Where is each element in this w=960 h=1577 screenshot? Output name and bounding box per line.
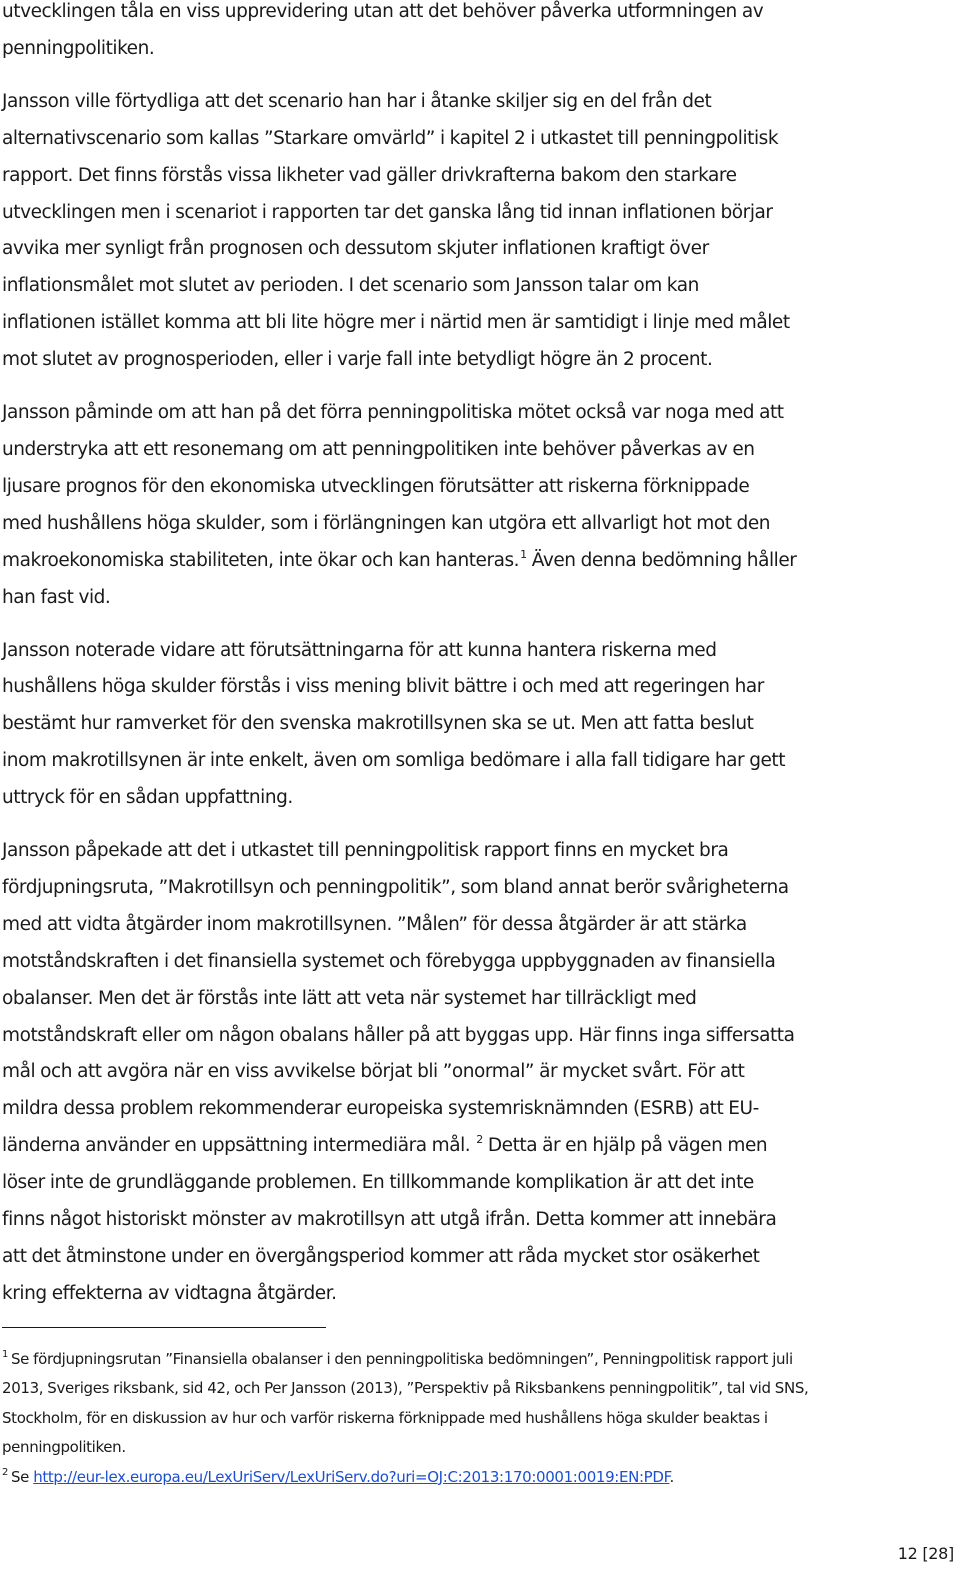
paragraph-4 [2,633,902,818]
text-line: löser inte de grundläggande problemen. En tillkommande komplikation är att det inte [2,1172,754,1194]
text-line: utvecklingen tåla en viss upprevidering utan att det behöver påverka utformningen av [2,1,764,22]
text-line: obalanser. Men det är förstås inte lätt att veta när systemet har tillräckligt med [2,987,697,1009]
footnote-ref-1[interactable]: 1 [520,547,527,561]
text-line: Jansson noterade vidare att förutsättningarna för att kunna hantera riskerna med [2,639,717,661]
text-line: rapport. Det finns förstås vissa likheter vad gäller drivkrafterna bakom den starkare [2,164,737,186]
text-line: motståndskraft eller om någon obalans håller på att byggas upp. Här finns inga siffersatta [2,1024,795,1046]
text-line: mildra dessa problem rekommenderar europeiska systemrisknämnden (ESRB) att EU- [2,1098,759,1120]
footnote-number: 2 [2,1466,9,1478]
paragraph-3 [2,395,902,616]
text-line: understryka att ett resonemang om att penningpolitiken inte behöver påverkas av en [2,438,755,460]
text-line: inflationsmålet mot slutet av perioden. I det scenario som Jansson talar om kan [2,275,699,297]
paragraph-5 [2,833,902,1313]
text-line: avvika mer synligt från prognosen och dessutom skjuter inflationen kraftigt över [2,238,709,260]
text-line [2,1345,902,1374]
text-segment: . [669,1467,674,1486]
document-body [2,0,902,1329]
text-line: utvecklingen men i scenariot i rapporten tar det ganska lång tid innan inflationen börjar [2,201,773,223]
eur-lex-link[interactable]: http://eur-lex.europa.eu/LexUriServ/LexUriServ.do?uri=OJ:C:2013:170:0001:0019:EN:PDF [33,1467,670,1486]
text-line: uttryck för en sådan uppfattning. [2,787,293,809]
text-line: bestämt hur ramverket för den svenska makrotillsynen ska se ut. Men att fatta beslut [2,713,754,735]
text-line: Jansson påminde om att han på det förra penningpolitiska mötet också var noga med att [2,402,784,424]
text-line: penningpolitiken. [2,1438,126,1457]
text-line: Stockholm, för en diskussion av hur och varför riskerna förknippade med hushållens höga skulder beaktas i [2,1408,768,1427]
text-line: han fast vid. [2,586,111,608]
text-line: med att vidta åtgärder inom makrotillsynen. ”Målen” för dessa åtgärder är att stärka [2,913,747,935]
text-line: alternativscenario som kallas ”Starkare omvärld” i kapitel 2 i utkastet till penningpolitisk [2,127,779,149]
text-segment: Detta är en hjälp på vägen men [482,1135,768,1157]
text-line: kring effekterna av vidtagna åtgärder. [2,1282,337,1304]
text-segment: Se fördjupningsrutan ”Finansiella obalanser i den penningpolitiska bedömningen”, Penningpolitisk rapport juli [11,1350,793,1368]
paragraph-1 [2,0,902,68]
text-line: Jansson ville förtydliga att det scenario han har i åtanke skiljer sig en del från det [2,90,712,112]
text-line: hushållens höga skulder förstås i viss mening blivit bättre i och med att regeringen har [2,676,764,698]
footnote-separator [2,1327,326,1328]
text-segment: makroekonomiska stabiliteten, inte ökar och kan hanteras. [2,549,520,571]
text-line: motståndskraften i det finansiella systemet och förebygga uppbyggnaden av finansiella [2,950,776,972]
text-line: finns något historiskt mönster av makrotillsyn att utgå ifrån. Detta kommer att innebära [2,1209,777,1231]
text-line: ljusare prognos för den ekonomiska utvecklingen förutsätter att riskerna förknippade [2,475,750,497]
footnotes [2,1345,902,1492]
text-line: med hushållens höga skulder, som i förlängningen kan utgöra ett allvarligt hot mot den [2,512,771,534]
text-line: mål och att avgöra när en viss avvikelse börjat bli ”onormal” är mycket svårt. För att [2,1061,745,1083]
text-line: 2013, Sveriges riksbank, sid 42, och Per Jansson (2013), ”Perspektiv på Riksbankens penningpolitik”, tal vid SNS, [2,1379,809,1398]
text-line [2,1463,902,1492]
text-line [2,543,902,580]
text-line [2,1128,902,1165]
footnote-ref-2[interactable]: 2 [476,1133,483,1147]
text-line: mot slutet av prognosperioden, eller i varje fall inte betydligt högre än 2 procent. [2,349,713,371]
text-line: att det åtminstone under en övergångsperiod kommer att råda mycket stor osäkerhet [2,1246,760,1267]
text-line: fördjupningsruta, ”Makrotillsyn och penningpolitik”, som bland annat berör svårigheterna [2,876,789,898]
paragraph-2 [2,84,902,379]
text-segment: Se [11,1467,34,1486]
text-line: inom makrotillsynen är inte enkelt, även om somliga bedömare i alla fall tidigare har gett [2,750,786,772]
text-line: inflationen istället komma att bli lite högre mer i närtid men är samtidigt i linje med målet [2,312,790,334]
text-segment: Även denna bedömning håller [526,549,797,571]
page-number: 12 [28] [897,1544,954,1563]
footnote-2 [2,1463,902,1492]
footnote-1 [2,1345,902,1463]
footnote-number: 1 [2,1349,9,1360]
text-line: Jansson påpekade att det i utkastet till penningpolitisk rapport finns en mycket bra [2,840,729,862]
text-line: penningpolitiken. [2,37,155,59]
text-segment: länderna använder en uppsättning intermediära mål. [2,1135,476,1157]
